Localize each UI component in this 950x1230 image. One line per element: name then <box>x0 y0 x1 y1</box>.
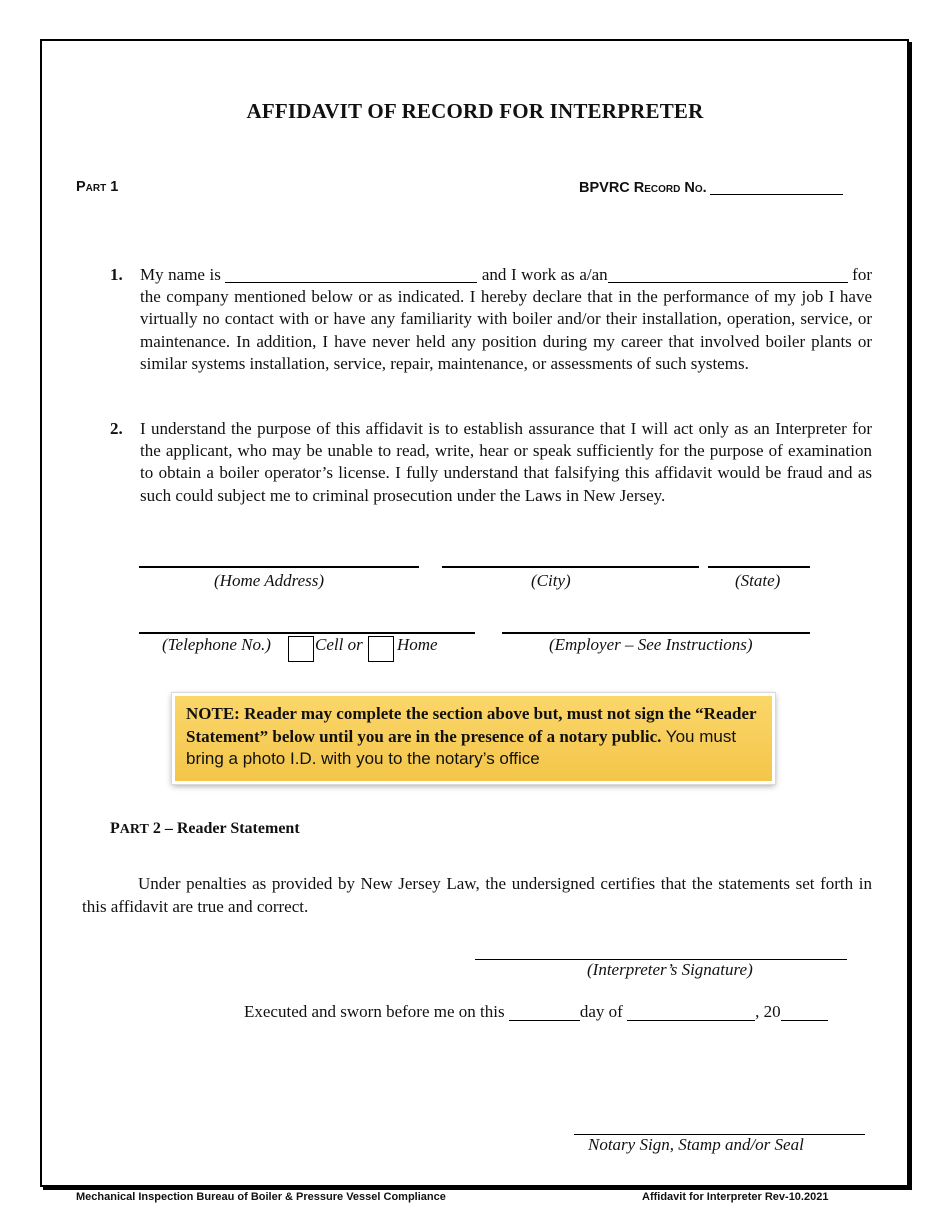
name-field[interactable] <box>225 265 477 283</box>
footer-right: Affidavit for Interpreter Rev-10.2021 <box>642 1191 829 1203</box>
executed-day-of: day of <box>579 1002 623 1021</box>
cell-caption: Cell or <box>315 635 363 654</box>
item-1-lead: My name is <box>140 265 221 284</box>
home-address-field[interactable] <box>139 566 419 568</box>
document-title: AFFIDAVIT OF RECORD FOR INTERPRETER <box>246 99 704 123</box>
employer-field[interactable] <box>502 632 810 634</box>
city-field[interactable] <box>442 566 699 568</box>
record-number-field[interactable] <box>710 179 843 195</box>
telephone-field[interactable] <box>139 632 475 634</box>
state-caption: (State) <box>735 571 781 590</box>
notary-caption: Notary Sign, Stamp and/or Seal <box>588 1135 804 1154</box>
record-number <box>579 179 843 196</box>
declaration-item-2 <box>110 418 872 507</box>
declaration-item-1 <box>110 264 872 375</box>
occupation-field[interactable] <box>608 265 848 283</box>
cell-checkbox[interactable] <box>288 636 314 662</box>
item-number: 2. <box>110 419 123 438</box>
interpreter-signature-caption: (Interpreter’s Signature) <box>587 960 753 979</box>
note-bold-text: NOTE: Reader may complete the section above but, must not sign the “Reader Statement” below until you are in the presence of a notary public. <box>186 704 757 746</box>
year-field[interactable] <box>781 1003 828 1021</box>
part2-rest: 2 – Reader Statement <box>148 820 300 837</box>
item-1-mid: and I work as a/an <box>481 265 608 284</box>
executed-lead: Executed and sworn before me on this <box>244 1002 505 1021</box>
employer-caption: (Employer – See Instructions) <box>549 635 753 654</box>
part2-art: ART <box>119 822 149 837</box>
month-field[interactable] <box>627 1003 755 1021</box>
executed-line <box>244 1002 828 1022</box>
item-number: 1. <box>110 265 123 284</box>
part2-heading <box>110 820 300 838</box>
telephone-caption: (Telephone No.) <box>162 635 271 654</box>
item-2-body: I understand the purpose of this affidavit is to establish assurance that I will act only as an Interpreter for the applicant, who may be unable to read, write, hear or speak sufficiently for the purpose of examination to obtain a boiler operator’s license. I fully understand that falsifying this affidavit would be fraud and as such could subject me to criminal prosecution under the Laws in New Jersey. <box>140 419 872 505</box>
state-field[interactable] <box>708 566 810 568</box>
penalty-statement: Under penalties as provided by New Jersey Law, the undersigned certifies that the statements set forth in this affidavit are true and correct. <box>82 874 872 916</box>
home-caption: Home <box>397 635 438 654</box>
executed-year-prefix: , 20 <box>755 1002 781 1021</box>
day-field[interactable] <box>509 1003 580 1021</box>
part1-label: Part 1 <box>76 179 119 195</box>
home-address-caption: (Home Address) <box>214 571 325 590</box>
item-1-body: for the company mentioned below or as indicated. I hereby declare that in the performance of my job I have virtually no contact with or have any familiarity with boiler and/or their installation, operation, service, or maintenance. In addition, I have never held any position during my career that involved boiler plants or similar systems installation, service, repair, maintenance, or assessments of such systems. <box>140 265 872 373</box>
part2-p: P <box>110 820 120 837</box>
notary-note <box>172 693 775 784</box>
record-number-label: BPVRC Record No. <box>579 180 707 196</box>
note-plain-text: You must bring a photo I.D. with you to the notary’s office <box>186 726 737 768</box>
home-checkbox[interactable] <box>368 636 394 662</box>
city-caption: (City) <box>531 571 571 590</box>
footer-left: Mechanical Inspection Bureau of Boiler & Pressure Vessel Compliance <box>76 1191 446 1203</box>
